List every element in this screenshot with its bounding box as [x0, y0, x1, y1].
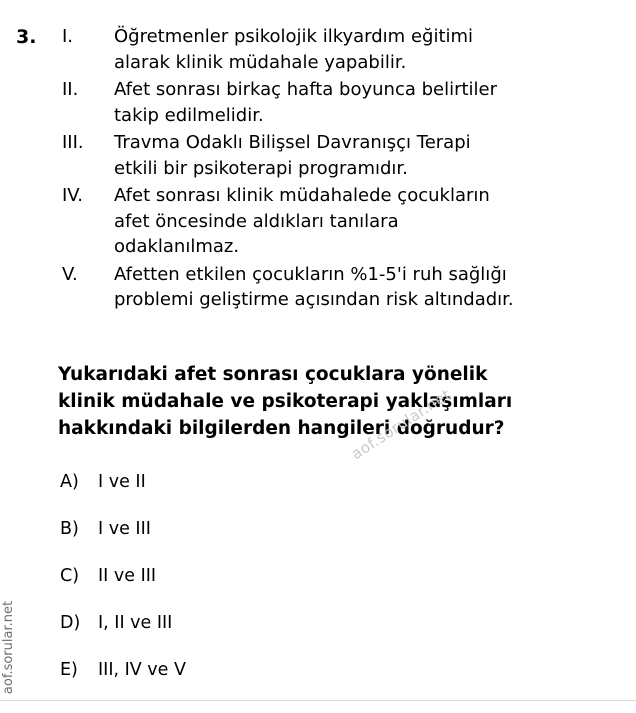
- statement-numeral: I.: [62, 26, 74, 47]
- option-a[interactable]: [60, 472, 600, 519]
- statement-line: problemi geliştirme açısından risk altındadır.: [114, 289, 514, 311]
- option-c[interactable]: [60, 566, 600, 613]
- option-text: I ve III: [98, 519, 151, 539]
- footer-divider: [0, 700, 636, 701]
- prompt-line: klinik müdahale ve psikoterapi yaklaşımları: [58, 390, 513, 412]
- question-number: 3.: [16, 26, 37, 48]
- option-letter: B): [60, 519, 79, 539]
- statement-line: afet öncesinde aldıkları tanılara: [114, 210, 399, 232]
- statement-text: [114, 262, 620, 313]
- statement-text: [114, 24, 620, 75]
- statement-numeral: III.: [62, 132, 84, 154]
- statement-numeral: II.: [62, 79, 79, 101]
- statement-text: [114, 183, 620, 260]
- option-d[interactable]: [60, 613, 600, 660]
- option-letter: D): [60, 613, 81, 633]
- list-item: [58, 77, 620, 128]
- option-letter: C): [60, 566, 80, 586]
- watermark-vertical: aof.sorular.net: [1, 600, 17, 695]
- statement-line: odaklanılmaz.: [114, 236, 240, 258]
- option-text: I, II ve III: [98, 613, 173, 633]
- list-item: [58, 24, 620, 75]
- watermark-diagonal: aof.sorular.net: [348, 385, 455, 464]
- option-text: I ve II: [98, 472, 146, 492]
- statement-list: [58, 24, 620, 315]
- option-letter: A): [60, 472, 79, 492]
- statement-line: Afet sonrası birkaç hafta boyunca belirtiler: [114, 79, 498, 101]
- option-letter: E): [60, 660, 78, 680]
- option-text: III, IV ve V: [98, 660, 186, 680]
- option-text: II ve III: [98, 566, 157, 586]
- statement-line: Öğretmenler psikolojik ilkyardım eğitimi: [114, 26, 474, 47]
- statement-text: [114, 77, 620, 128]
- list-item: [58, 183, 620, 260]
- statement-line: Afet sonrası klinik müdahalede çocukların: [114, 185, 490, 207]
- statement-line: takip edilmelidir.: [114, 104, 264, 126]
- list-item: [58, 262, 620, 313]
- statement-text: [114, 130, 620, 181]
- statement-line: Afetten etkilen çocukların %1-5'i ruh sağlığı: [114, 263, 507, 285]
- statement-line: Travma Odaklı Bilişsel Davranışçı Terapi: [114, 132, 471, 154]
- statement-line: alarak klinik müdahale yapabilir.: [114, 51, 407, 73]
- question-prompt: [58, 362, 588, 442]
- statement-line: etkili bir psikoterapi programıdır.: [114, 157, 408, 179]
- prompt-line: hakkındaki bilgilerden hangileri doğrudur?: [58, 417, 505, 439]
- statement-numeral: V.: [62, 263, 78, 285]
- answer-options: [60, 472, 600, 707]
- list-item: [58, 130, 620, 181]
- prompt-line: Yukarıdaki afet sonrası çocuklara yönelik: [58, 364, 488, 385]
- option-b[interactable]: [60, 519, 600, 566]
- statement-numeral: IV.: [62, 185, 84, 207]
